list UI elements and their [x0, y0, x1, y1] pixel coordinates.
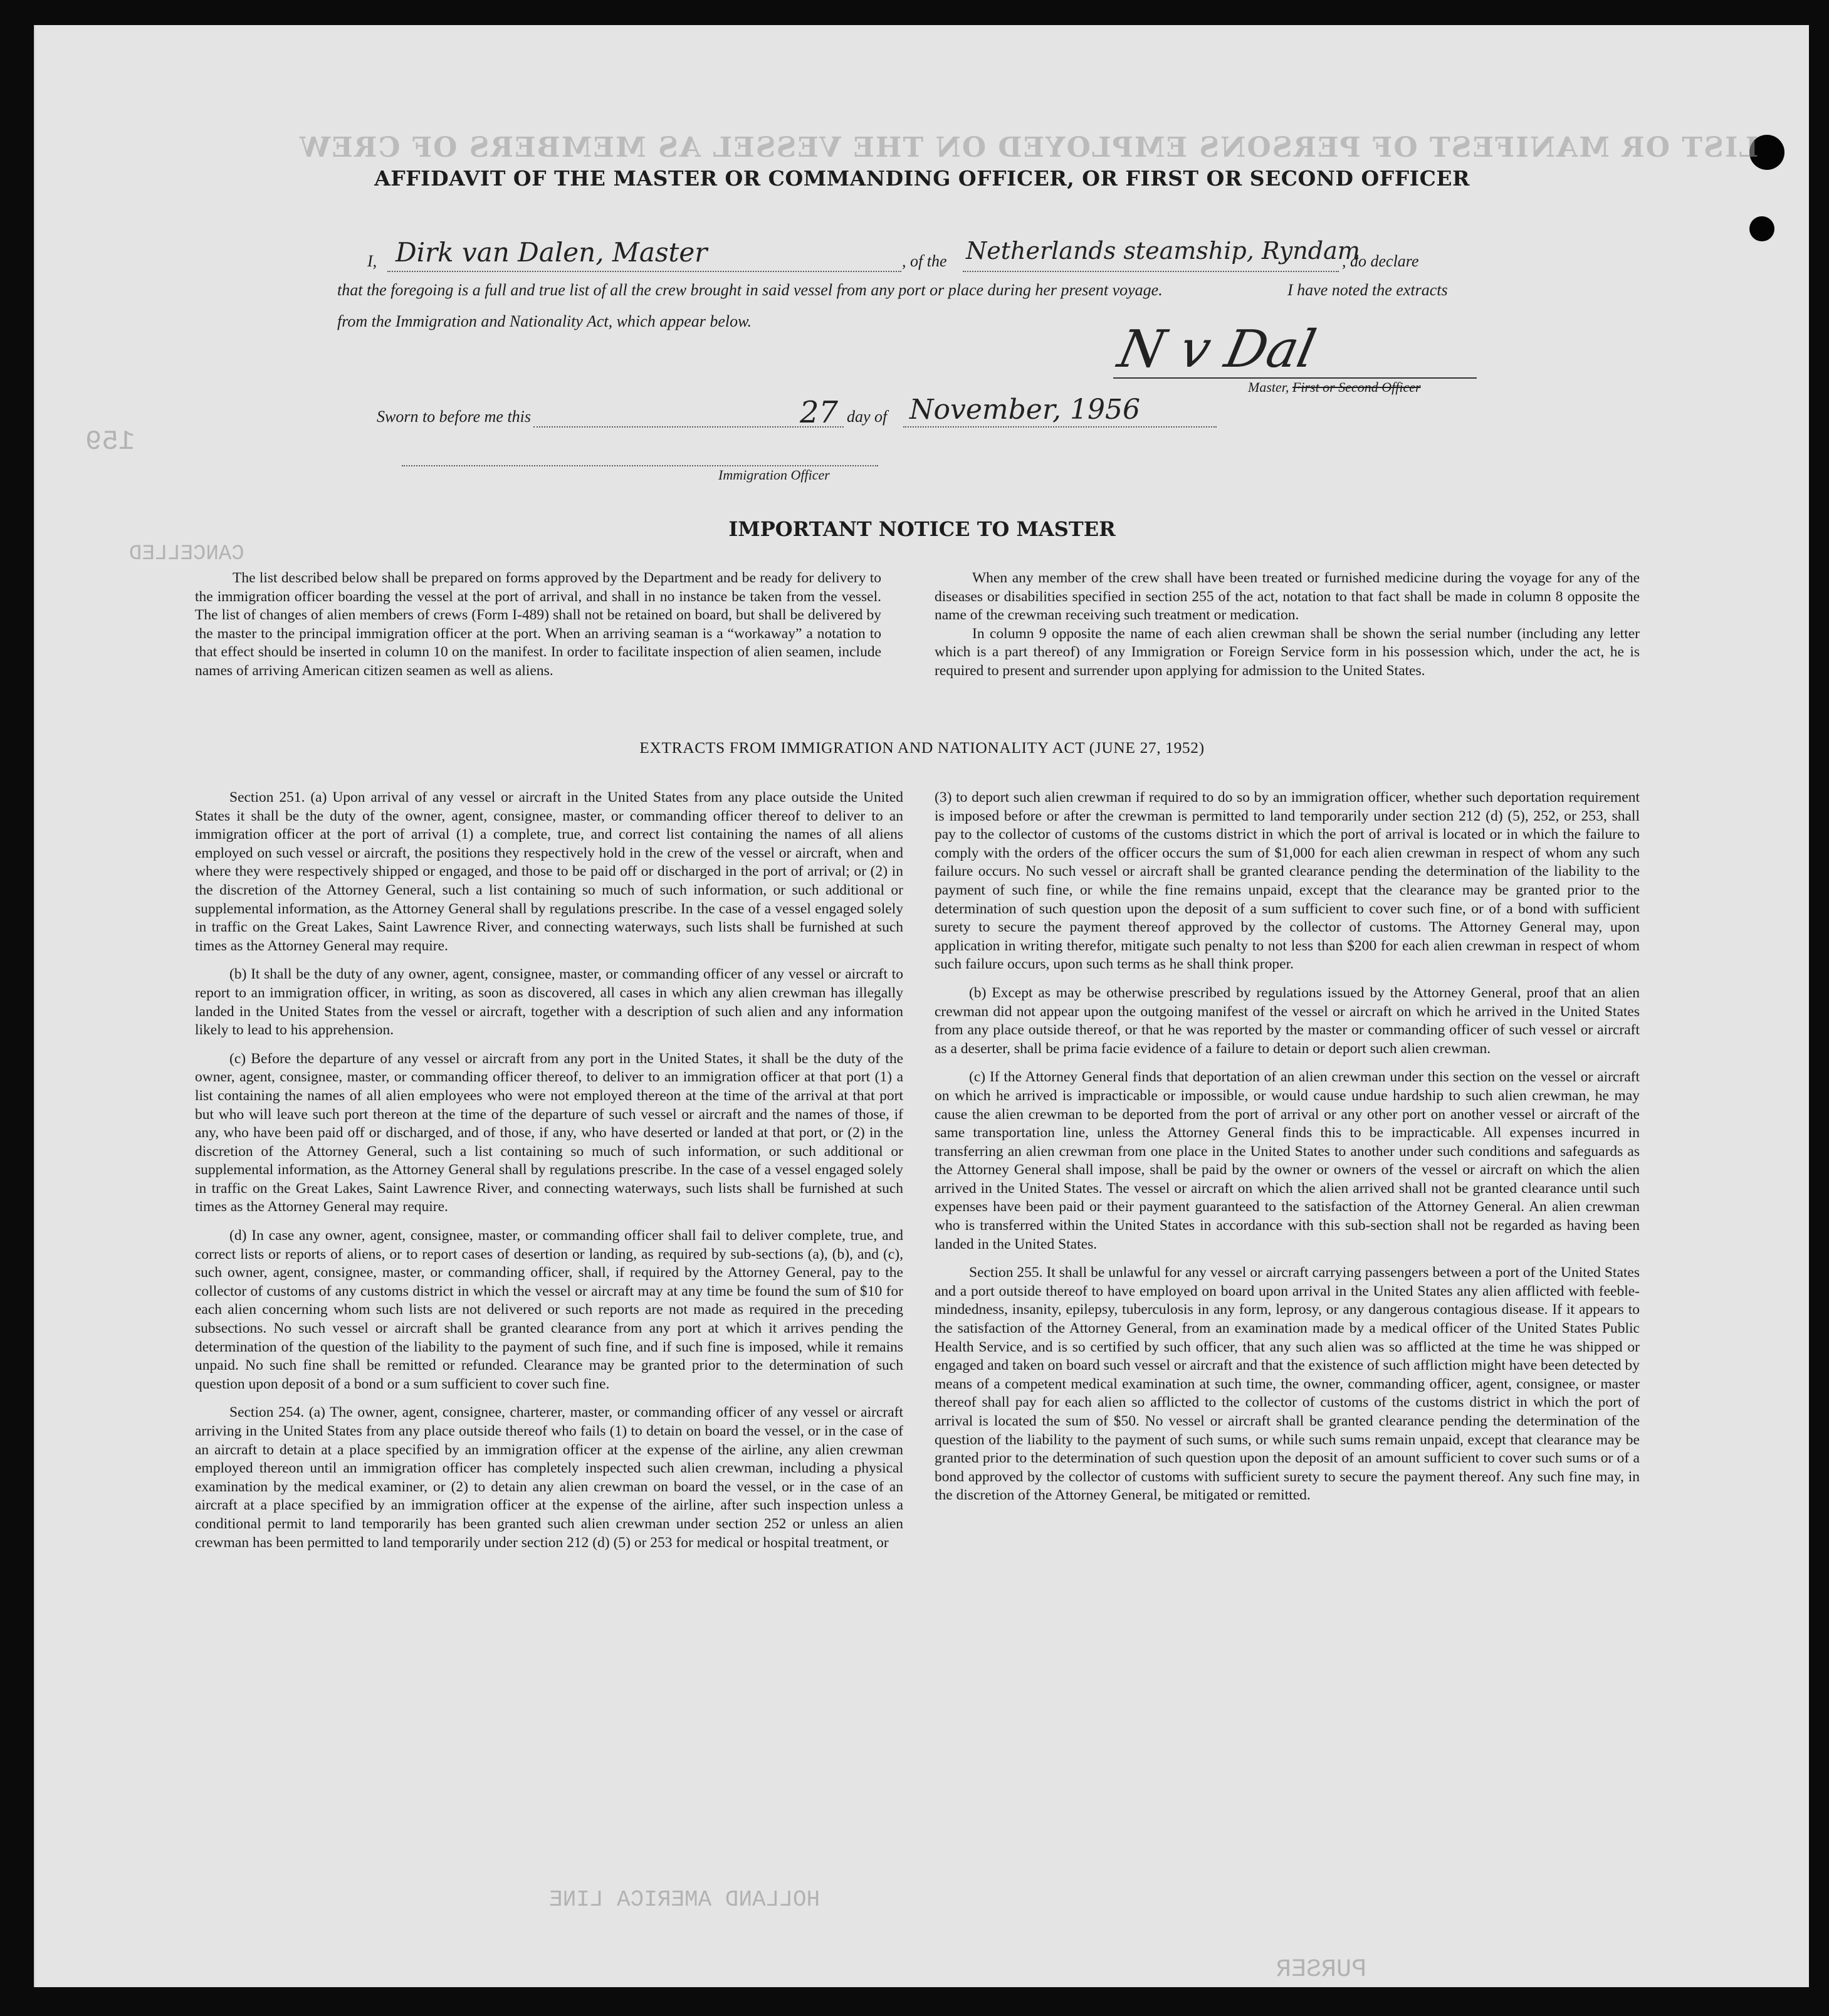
ghost-header-title: LIST OR MANIFEST OF PERSONS EMPLOYED ON THE VESSEL AS MEMBERS OF CREW — [298, 132, 1759, 164]
affidavit-statement: that the foregoing is a full and true list of all the crew brought in said vessel from any port or place during her present voyage. — [337, 281, 1163, 299]
section-251-b: (b) It shall be the duty of any owner, agent, consignee, master, or commanding officer of any vessel or aircraft to report to an immigration officer, in writing, as soon as discovered, all cases in which any alien crewman has illegally landed in the United States from the vessel or aircraft, together with a description of such alien and any information likely to lead to his apprehension. — [195, 966, 903, 1039]
extracts-title: EXTRACTS FROM IMMIGRATION AND NATIONALITY ACT (JUNE 27, 1952) — [639, 738, 1205, 757]
ghost-bottom-stamp: HOLLAND AMERICA LINE — [549, 1887, 820, 1913]
extracts-right-column — [935, 789, 1640, 1515]
immigration-officer-caption: Immigration Officer — [718, 467, 830, 483]
affidavit-of-the: , of the — [902, 252, 947, 270]
notice-right-column — [935, 569, 1640, 681]
day-handwritten: 27 — [800, 395, 839, 430]
vessel-name-handwritten: Netherlands steamship, Ryndam — [966, 237, 1360, 265]
affidavit-extracts-note: from the Immigration and Nationality Act, which appear below. — [337, 312, 752, 330]
notice-right-paragraph-1: When any member of the crew shall have been treated or furnished medicine during the voyage for any of the diseases or disabilities specified in section 255 of the act, notation to that fact shall be made in column 8 opposite the name of the crewman receiving such treatment or medication. — [935, 570, 1640, 624]
affidavit-declare: , do declare — [1342, 252, 1419, 270]
signature-caption — [1248, 379, 1421, 396]
sworn-before-label: Sworn to before me this — [377, 407, 532, 426]
signature-caption-master: Master, — [1248, 379, 1292, 395]
ghost-cancelled-stamp: CANCELLED — [129, 542, 244, 566]
notice-title: IMPORTANT NOTICE TO MASTER — [728, 517, 1116, 541]
document-page — [34, 25, 1809, 1987]
punch-hole-upper — [1749, 216, 1774, 241]
notice-left-paragraph: The list described below shall be prepared on forms approved by the Department and be ready for delivery to the immigration officer boarding the vessel at the port of arrival, and shall in no instance be taken from the vessel. The list of changes of alien members of crews (Form I-489) shall not be retained on board, but shall be delivered by the master to the principal immigration officer at the port. When an arriving seaman is a “workaway” a notation to that effect should be inserted in column 10 on the manifest. In order to facilitate inspection of alien seamen, include names of arriving American citizen seamen as well as aliens. — [195, 570, 881, 679]
sworn-blank-line — [533, 425, 844, 428]
affidavit-i: I, — [367, 252, 377, 270]
affidavit-title: AFFIDAVIT OF THE MASTER OR COMMANDING OFFICER, OR FIRST OR SECOND OFFICER — [374, 166, 1470, 191]
signature-line — [1113, 376, 1477, 379]
section-254-c: (c) If the Attorney General finds that deportation of an alien crewman under this section on the vessel or aircraft on which he arrived is impracticable or impossible, or would cause undue hardship to such alien crewman, he may cause the alien crewman to be deported from the port of arrival or any other port on another vessel or aircraft of the same transportation line, unless the Attorney General finds this to be impracticable. All expenses incurred in transferring an alien crewman from one place in the United States to another under such conditions and safeguards as the Attorney General shall impose, shall be paid by the owner or owners of the vessel or aircraft on which the alien arrived in the United States. The vessel or aircraft on which the alien arrived shall not be granted clearance until such expenses have been paid or their payment guaranteed to the satisfaction of the Attorney General. An alien crewman who is transferred within the United States in accordance with this sub-section shall not be regarded as having been landed in the United States. — [935, 1069, 1640, 1252]
ghost-margin-number: 159 — [85, 426, 135, 458]
section-254-a-continued: (3) to deport such alien crewman if required to do so by an immigration officer, whether such deportation requirement is imposed before or after the crewman is permitted to land temporarily under section 212 (d) (5), 252, or 253, shall pay to the collector of customs of the customs district in which the port of arrival is located or in which the failure to comply with the orders of the officer occurs the sum of $1,000 for each alien crewman in respect of whom any such failure occurs. No such vessel or aircraft shall be granted clearance pending the determination of the liability to the payment of such fine, or while the fine remains unpaid, except that the clearance may be granted prior to the determination of such question upon the deposit of a sum sufficient to cover such fine, or of a bond with sufficient surety to secure the payment thereof approved by the collector of customs. The Attorney General may, upon application in writing therefor, mitigate such penalty to not less than $200 for each alien crewman in respect of whom such failure occurs, upon such terms as he shall think proper. — [935, 789, 1640, 973]
master-signature: N v Dal — [1113, 320, 1321, 379]
notice-right-paragraph-2: In column 9 opposite the name of each alien crewman shall be shown the serial number (including any letter which is a part thereof) of any Immigration or Foreign Service form in his possession which, under the act, he is required to present and surrender upon applying for admission to the United States. — [935, 625, 1640, 679]
master-name-handwritten: Dirk van Dalen, Master — [396, 237, 708, 268]
name-blank-line — [387, 270, 901, 272]
section-251-c: (c) Before the departure of any vessel or aircraft from any port in the United States, it shall be the duty of the owner, agent, consignee, master, or commanding officer thereof, to deliver to an immigration officer at that port (1) a list containing the names of all alien employees who were not employed thereon at the time of the arrival at that port but who will leave such port thereon at the time of the departure of such vessel or aircraft and the names of those, if any, who have been paid off or discharged, and of those, if any, who have deserted or landed at that port, or (2) in the discretion of the Attorney General, such a list containing so much of such information, or such additional or supplemental information, as the Attorney General shall by regulations prescribe. In the case of a vessel engaged solely in traffic on the Great Lakes, Saint Lawrence River, and connecting waterways, such lists shall be furnished at such times as the Attorney General may require. — [195, 1050, 903, 1215]
extracts-left-column — [195, 789, 903, 1562]
immigration-officer-line — [402, 464, 878, 466]
day-of-label: day of — [847, 407, 888, 426]
notice-left-column — [195, 569, 881, 681]
section-254-b: (b) Except as may be otherwise prescribed by regulations issued by the Attorney General, proof that an alien crewman did not appear upon the outgoing manifest of the vessel or aircraft on which he arrived in the United States from any place outside thereof, or that he was reported by the master or commanding officer of such vessel or aircraft as a deserter, shall be prima facie evidence of a failure to detain or deport such alien crewman. — [935, 984, 1640, 1057]
signature-caption-struck: First or Second Officer — [1292, 379, 1421, 395]
section-255: Section 255. It shall be unlawful for any vessel or aircraft carrying passengers between a port of the United States and a port outside thereof to have employed on board upon arrival in the United States any alien afflicted with feeble-mindedness, insanity, epilepsy, tuberculosis in any form, leprosy, or any dangerous contagious disease. If it appears to the satisfaction of the Attorney General, from an examination made by a medical officer of the United States Public Health Service, and is so certified by such officer, that any such alien was so afflicted at the time he was shipped or engaged and taken on board such vessel or aircraft and that the existence of such affliction might have been detected by means of a competent medical examination at such time, the owner, commanding officer, agent, consignee, or master thereof shall pay for each alien so afflicted to the collector of customs of the customs district in which the port of arrival is located the sum of $50. No vessel or aircraft shall be granted clearance pending the determination of the question of the liability to the payment of such sums, or while such sums remain unpaid, except that clearance may be granted prior to the determination of such question upon the deposit of an amount sufficient to cover such sums or of a bond approved by the collector of customs with sufficient surety to secure the payment thereof. Any such fine may, in the discretion of the Attorney General, be mitigated or remitted. — [935, 1264, 1640, 1504]
section-251-a: Section 251. (a) Upon arrival of any vessel or aircraft in the United States from any place outside the United States it shall be the duty of the owner, agent, consignee, master, or commanding officer thereof to deliver to an immigration officer at the port of arrival (1) a complete, true, and correct list containing the names of all aliens employed on such vessel or aircraft, the positions they respectively hold in the crew of the vessel or aircraft, when and where they were respectively shipped or engaged, and those to be paid off or discharged in the port of arrival; or (2) in the discretion of the Attorney General, such a list containing so much of such information, or such additional or supplemental information, as the Attorney General shall by regulations prescribe. In the case of a vessel engaged solely in traffic on the Great Lakes, Saint Lawrence River, and connecting waterways, such lists shall be furnished at such times as the Attorney General may require. — [195, 789, 903, 954]
ghost-purser-stamp: PURSER — [1276, 1956, 1367, 1984]
section-251-d: (d) In case any owner, agent, consignee, master, or commanding officer shall fail to deliver complete, true, and correct lists or reports of aliens, or to report cases of desertion or landing, as required by sub-sections (a), (b), and (c), such owner, agent, consignee, master, or commanding officer, shall, if required by the Attorney General, pay to the collector of customs of any customs district in which the vessel or aircraft may at any time be found the sum of $10 for each alien concerning whom such lists are not delivered or such reports are not made as required in the preceding subsections. No such vessel or aircraft shall be granted clearance from any port at which it arrives pending the determination of the question of the liability to the payment of such fine, and if such fine is imposed, while it remains unpaid. No such fine shall be remitted or refunded. Clearance may be granted prior to the determination of such question upon deposit of a bond or a sum sufficient to cover such fine. — [195, 1227, 903, 1392]
section-254-a: Section 254. (a) The owner, agent, consignee, charterer, master, or commanding officer of any vessel or aircraft arriving in the United States from any place outside thereof who fails (1) to detain on board the vessel, or in the case of an aircraft to detain at a place specified by an immigration officer at the expense of the airline, any alien crewman employed thereon until an immigration officer has completely inspected such alien crewman, including a physical examination by the medical examiner, or (2) to detain any alien crewman on board the vessel, or in the case of an aircraft at a place specified by an immigration officer at the expense of the airline, after such inspection unless a conditional permit to land temporarily has been granted such alien crewman under section 252 or unless an alien crewman has been permitted to land temporarily under section 212 (d) (5) or 253 for medical or hospital treatment, or — [195, 1404, 903, 1551]
affidavit-statement-right: I have noted the extracts — [1287, 281, 1448, 299]
month-year-handwritten: November, 1956 — [909, 394, 1140, 426]
vessel-blank-line — [963, 270, 1339, 272]
